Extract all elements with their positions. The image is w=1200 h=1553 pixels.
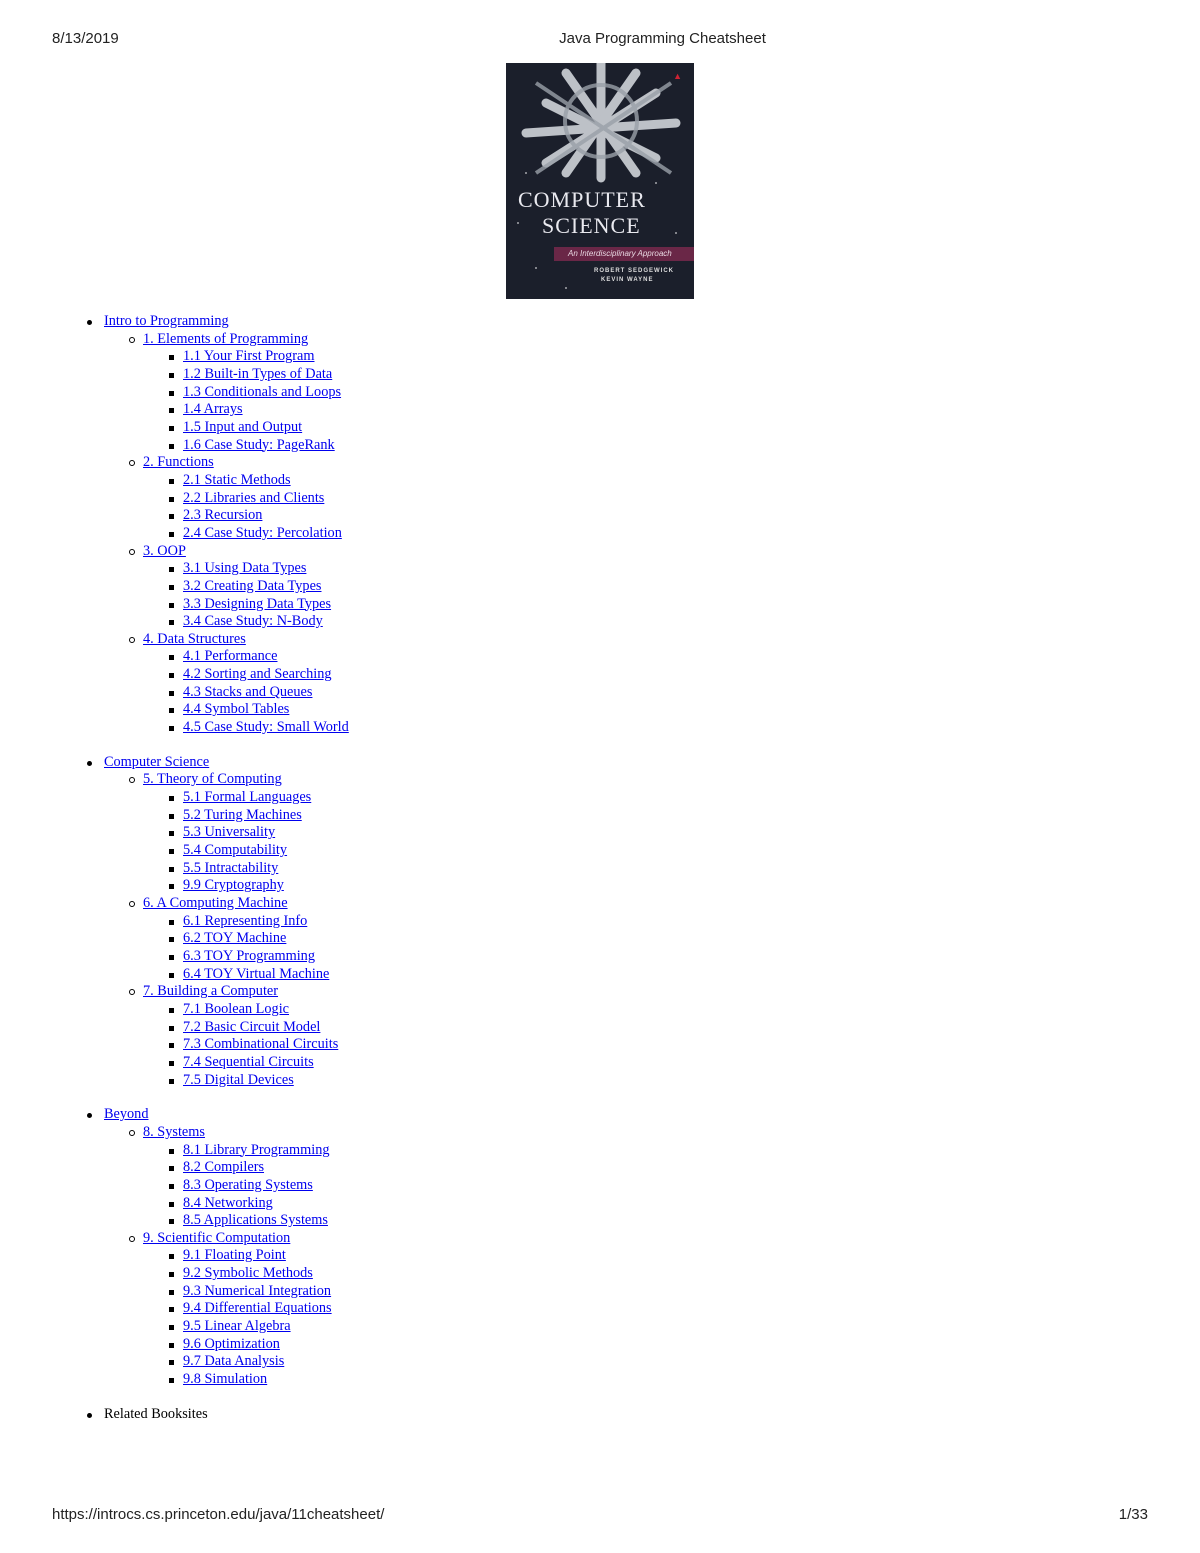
cover-star-art: [506, 63, 694, 299]
toc-item-link[interactable]: 1.3 Conditionals and Loops: [183, 383, 342, 400]
toc-item: [143, 1212, 682, 1230]
toc-item-link[interactable]: 2.2 Libraries and Clients: [183, 489, 325, 506]
toc-item: [143, 1300, 682, 1318]
toc-item-link[interactable]: 1.5 Input and Output: [183, 418, 303, 435]
toc-item-link[interactable]: 2.4 Case Study: Percolation: [183, 524, 342, 541]
toc-item: [143, 1072, 682, 1090]
toc-item-link[interactable]: 1.2 Built-in Types of Data: [183, 365, 333, 382]
toc-item-link[interactable]: 9.8 Simulation: [183, 1371, 268, 1388]
toc-section-link[interactable]: Beyond: [104, 1106, 149, 1123]
toc-chapter: [104, 543, 682, 631]
toc-item: [143, 1195, 682, 1213]
toc-item-link[interactable]: 5.2 Turing Machines: [183, 806, 302, 823]
toc-chapter-list: [104, 771, 682, 1089]
toc-chapter: [104, 631, 682, 737]
toc-item-link[interactable]: 7.1 Boolean Logic: [183, 1000, 290, 1017]
toc-chapter: [104, 1230, 682, 1389]
toc-section-link[interactable]: Intro to Programming: [104, 313, 229, 329]
toc-item: [143, 419, 682, 437]
cover-author-2: KEVIN WAYNE: [601, 277, 654, 283]
toc-item-link[interactable]: 7.3 Combinational Circuits: [183, 1036, 339, 1053]
toc-item-list: [143, 913, 682, 984]
toc-item: [143, 913, 682, 931]
cover-title-line2: SCIENCE: [542, 213, 641, 238]
toc-item: [143, 877, 682, 895]
toc-item: [143, 842, 682, 860]
toc-item-link[interactable]: 1.6 Case Study: PageRank: [183, 436, 335, 453]
toc-item-link[interactable]: 5.5 Intractability: [183, 859, 279, 876]
toc-chapter-link[interactable]: 8. Systems: [143, 1123, 205, 1140]
toc-chapter-link[interactable]: 2. Functions: [143, 454, 214, 471]
toc-chapter-link[interactable]: 3. OOP: [143, 542, 186, 559]
toc-chapter: [104, 983, 682, 1089]
toc-item: [143, 1336, 682, 1354]
toc-item-link[interactable]: 4.5 Case Study: Small World: [183, 719, 349, 736]
toc-item-link[interactable]: 9.7 Data Analysis: [183, 1353, 285, 1370]
toc-item-link[interactable]: 7.2 Basic Circuit Model: [183, 1018, 321, 1035]
toc-item-link[interactable]: 9.1 Floating Point: [183, 1247, 286, 1264]
toc-chapter: [104, 331, 682, 455]
toc-chapter: [104, 771, 682, 895]
toc-item: [143, 1371, 682, 1389]
toc-item: [143, 1353, 682, 1371]
toc-section: [82, 1106, 682, 1389]
publisher-logo-icon: ▲: [673, 71, 682, 81]
toc-chapter: [104, 1124, 682, 1230]
toc-item-list: [143, 648, 682, 736]
toc-item: [143, 490, 682, 508]
toc-item-link[interactable]: 7.5 Digital Devices: [183, 1071, 294, 1088]
toc-item: [143, 666, 682, 684]
page-number: 1/33: [1118, 1506, 1148, 1523]
toc-item-list: [143, 472, 682, 543]
toc-item-list: [143, 560, 682, 631]
toc-item: [143, 613, 682, 631]
toc-item: [143, 684, 682, 702]
toc-item: [143, 1001, 682, 1019]
toc-item: [143, 1177, 682, 1195]
toc-item: [143, 1019, 682, 1037]
toc-item-link[interactable]: 8.1 Library Programming: [183, 1141, 330, 1158]
toc-chapter-list: [104, 1124, 682, 1389]
toc-item-link[interactable]: 6.4 TOY Virtual Machine: [183, 965, 330, 982]
table-of-contents: [82, 313, 682, 1423]
toc-item-link[interactable]: 8.2 Compilers: [183, 1159, 265, 1176]
toc-item: [143, 1265, 682, 1283]
toc-item-link[interactable]: 4.1 Performance: [183, 648, 278, 665]
toc-item: [143, 366, 682, 384]
toc-item: [143, 807, 682, 825]
toc-item-link[interactable]: 1.4 Arrays: [183, 401, 243, 418]
toc-item-link[interactable]: 3.3 Designing Data Types: [183, 595, 332, 612]
toc-item: [143, 560, 682, 578]
toc-item: [143, 789, 682, 807]
toc-item-list: [143, 1247, 682, 1388]
toc-item-link[interactable]: 9.9 Cryptography: [183, 877, 284, 894]
toc-item: [143, 719, 682, 737]
toc-item-link[interactable]: 9.5 Linear Algebra: [183, 1318, 291, 1335]
toc-chapter-link[interactable]: 1. Elements of Programming: [143, 330, 309, 347]
toc-item: [143, 437, 682, 455]
toc-item-link[interactable]: 4.4 Symbol Tables: [183, 701, 290, 718]
toc-item-link[interactable]: 3.1 Using Data Types: [183, 560, 307, 577]
toc-item: [143, 824, 682, 842]
toc-chapter: [104, 454, 682, 542]
toc-item-link[interactable]: 8.5 Applications Systems: [183, 1212, 328, 1229]
toc-item-list: [143, 789, 682, 895]
toc-item: [143, 596, 682, 614]
toc-chapter-link[interactable]: 6. A Computing Machine: [143, 895, 288, 911]
toc-item-link[interactable]: 3.2 Creating Data Types: [183, 577, 322, 594]
toc-item: [143, 966, 682, 984]
toc-item-link[interactable]: 5.4 Computability: [183, 842, 288, 859]
toc-item-list: [143, 1142, 682, 1230]
toc-item: [143, 860, 682, 878]
cover-author-1: ROBERT SEDGEWICK: [594, 268, 675, 274]
cover-subtitle: An Interdisciplinary Approach: [554, 247, 694, 261]
toc-chapter-link[interactable]: 7. Building a Computer: [143, 983, 279, 1000]
toc-item-link[interactable]: 6.2 TOY Machine: [183, 930, 287, 947]
toc-item: [143, 472, 682, 490]
toc-item: [143, 648, 682, 666]
toc-item-link[interactable]: 5.1 Formal Languages: [183, 789, 312, 806]
toc-item: [143, 701, 682, 719]
toc-item: [143, 348, 682, 366]
toc-item-link[interactable]: 4.2 Sorting and Searching: [183, 666, 332, 683]
toc-item-link[interactable]: 2.1 Static Methods: [183, 471, 291, 488]
toc-item: [143, 384, 682, 402]
toc-item-link[interactable]: 9.3 Numerical Integration: [183, 1282, 332, 1299]
toc-item: [143, 1036, 682, 1054]
book-cover-image: [506, 63, 694, 299]
toc-item: [143, 1159, 682, 1177]
toc-item: [143, 948, 682, 966]
toc-item-link[interactable]: 8.3 Operating Systems: [183, 1176, 313, 1193]
toc-item-link[interactable]: 8.4 Networking: [183, 1194, 273, 1211]
print-title: Java Programming Cheatsheet: [559, 30, 766, 47]
toc-item: [143, 1054, 682, 1072]
toc-item: [143, 1142, 682, 1160]
toc-item-list: [143, 348, 682, 454]
toc-item: [143, 525, 682, 543]
toc-item-link[interactable]: 5.3 Universality: [183, 824, 276, 841]
toc-item: [143, 1318, 682, 1336]
print-url: https://introcs.cs.princeton.edu/java/11cheatsheet/: [52, 1506, 385, 1523]
toc-item: [143, 1283, 682, 1301]
toc-item-link[interactable]: 9.6 Optimization: [183, 1335, 280, 1352]
toc-related-booksites: [82, 1406, 682, 1424]
toc-item: [143, 578, 682, 596]
toc-item-link[interactable]: 6.3 TOY Programming: [183, 947, 315, 964]
toc-item-link[interactable]: 9.2 Symbolic Methods: [183, 1265, 313, 1282]
toc-item-link[interactable]: 9.4 Differential Equations: [183, 1300, 332, 1317]
toc-section: [82, 754, 682, 1089]
toc-chapter-link[interactable]: 9. Scientific Computation: [143, 1229, 291, 1246]
toc-chapter-list: [104, 331, 682, 737]
toc-item-link[interactable]: 7.4 Sequential Circuits: [183, 1053, 314, 1070]
toc-section: [82, 313, 682, 737]
toc-item-link[interactable]: 3.4 Case Study: N-Body: [183, 613, 323, 630]
toc-chapter: [104, 895, 682, 983]
toc-item-link[interactable]: 4.3 Stacks and Queues: [183, 683, 313, 700]
toc-item-link[interactable]: 2.3 Recursion: [183, 507, 263, 524]
toc-section-link[interactable]: Computer Science: [104, 753, 210, 770]
related-booksites-label: Related Booksites: [104, 1405, 208, 1422]
print-date: 8/13/2019: [52, 30, 119, 47]
toc-section-list: [82, 313, 682, 1423]
toc-item: [143, 401, 682, 419]
toc-item: [143, 930, 682, 948]
toc-item: [143, 1247, 682, 1265]
toc-chapter-link[interactable]: 4. Data Structures: [143, 630, 246, 647]
cover-title-line1: COMPUTER: [518, 187, 646, 212]
toc-item-link[interactable]: 6.1 Representing Info: [183, 912, 308, 929]
toc-chapter-link[interactable]: 5. Theory of Computing: [143, 771, 282, 788]
toc-item: [143, 507, 682, 525]
toc-item-list: [143, 1001, 682, 1089]
toc-item-link[interactable]: 1.1 Your First Program: [183, 348, 315, 365]
